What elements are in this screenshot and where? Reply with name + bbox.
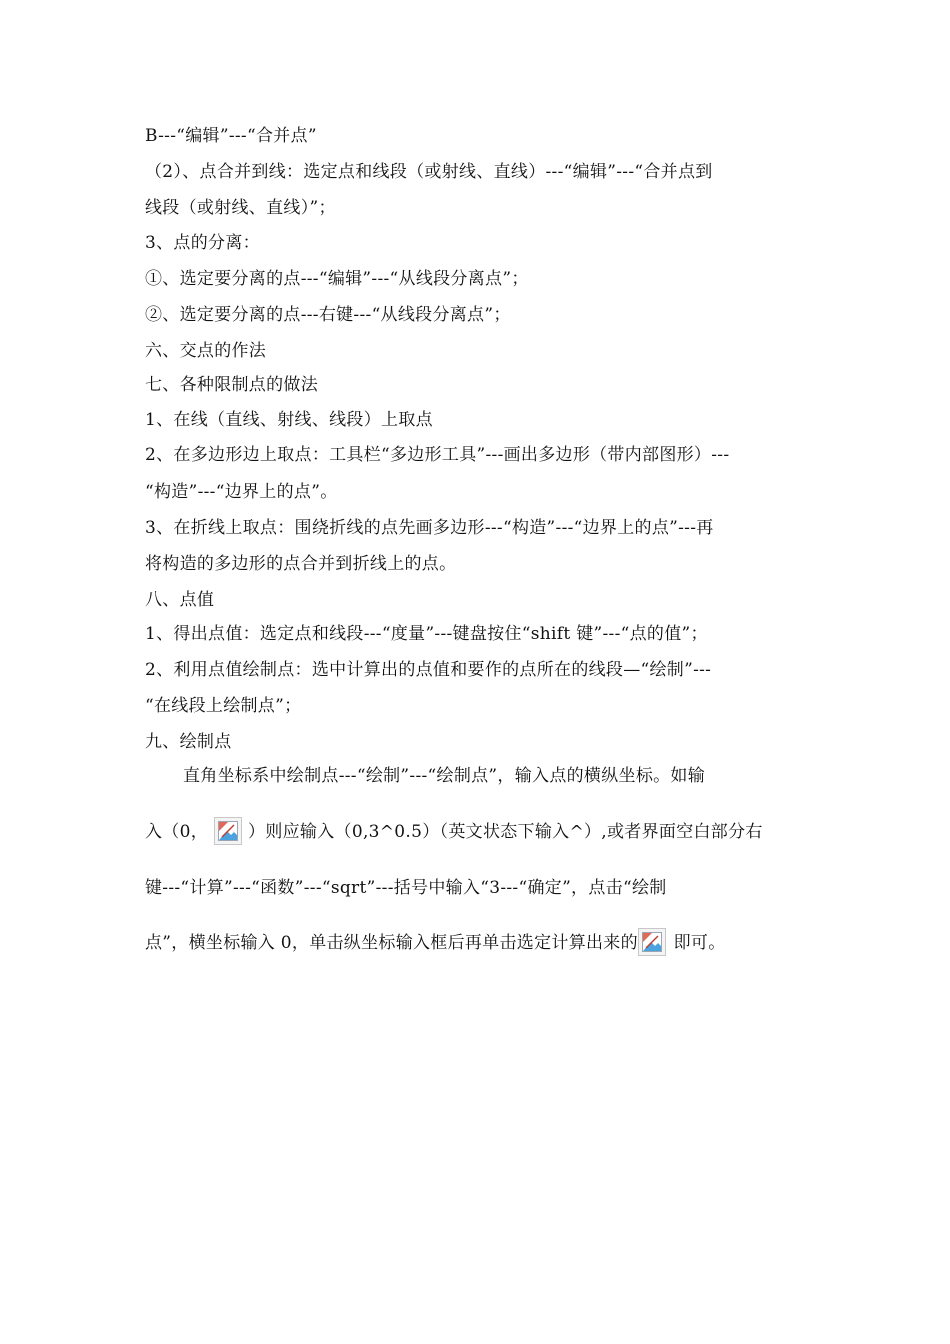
para-line-1: 直角坐标系中绘制点---“绘制”---“绘制点”，输入点的横纵坐标。如输 — [183, 766, 706, 786]
text-line-2: （2）、点合并到线：选定点和线段（或射线、直线）---“编辑”---“合并点到 — [145, 162, 713, 182]
section-heading-7: 七、各种限制点的做法 — [145, 375, 318, 395]
text-line-5: ①、选定要分离的点---“编辑”---“从线段分离点”； — [145, 269, 529, 289]
para-line-4-start: 点”，横坐标输入 0，单击纵坐标输入框后再单击选定计算出来的 — [145, 933, 638, 953]
section-heading-9: 九、绘制点 — [145, 732, 232, 752]
text-line-11: “构造”---“边界上的点”。 — [145, 482, 338, 502]
para-line-2 — [145, 817, 807, 845]
broken-image-icon — [638, 928, 666, 956]
text-line-9: 1、在线（直线、射线、线段）上取点 — [145, 410, 433, 430]
para-line-4-end: 即可。 — [667, 933, 726, 953]
text-line-17: “在线段上绘制点”； — [145, 696, 302, 716]
broken-image-icon — [214, 817, 242, 845]
para-line-2-start: 入（0， — [145, 822, 209, 842]
para-line-2-end: ）则应输入（0,3^0.5）（英文状态下输入^）,或者界面空白部分右 — [248, 822, 763, 842]
text-line-15: 1、得出点值：选定点和线段---“度量”---键盘按住“shift 键”---“点的值”； — [145, 624, 708, 644]
text-line-1: B---“编辑”---“合并点” — [145, 126, 317, 146]
section-heading-6: 六、交点的作法 — [145, 341, 267, 361]
text-line-6: ②、选定要分离的点---右键---“从线段分离点”； — [145, 305, 511, 325]
para-line-3: 键---“计算”---“函数”---“sqrt”---括号中输入“3---“确定”，点击“绘制 — [145, 878, 667, 898]
text-line-13: 将构造的多边形的点合并到折线上的点。 — [145, 554, 457, 574]
text-line-10: 2、在多边形边上取点：工具栏“多边形工具”---画出多边形（带内部图形）--- — [145, 445, 730, 465]
text-line-3: 线段（或射线、直线）”； — [145, 198, 336, 218]
para-line-4 — [145, 928, 807, 956]
text-line-16: 2、利用点值绘制点：选中计算出的点值和要作的点所在的线段—“绘制”--- — [145, 660, 712, 680]
text-line-12: 3、在折线上取点：围绕折线的点先画多边形---“构造”---“边界上的点”---再 — [145, 518, 714, 538]
text-line-4: 3、点的分离： — [145, 233, 260, 253]
section-heading-8: 八、点值 — [145, 590, 215, 610]
